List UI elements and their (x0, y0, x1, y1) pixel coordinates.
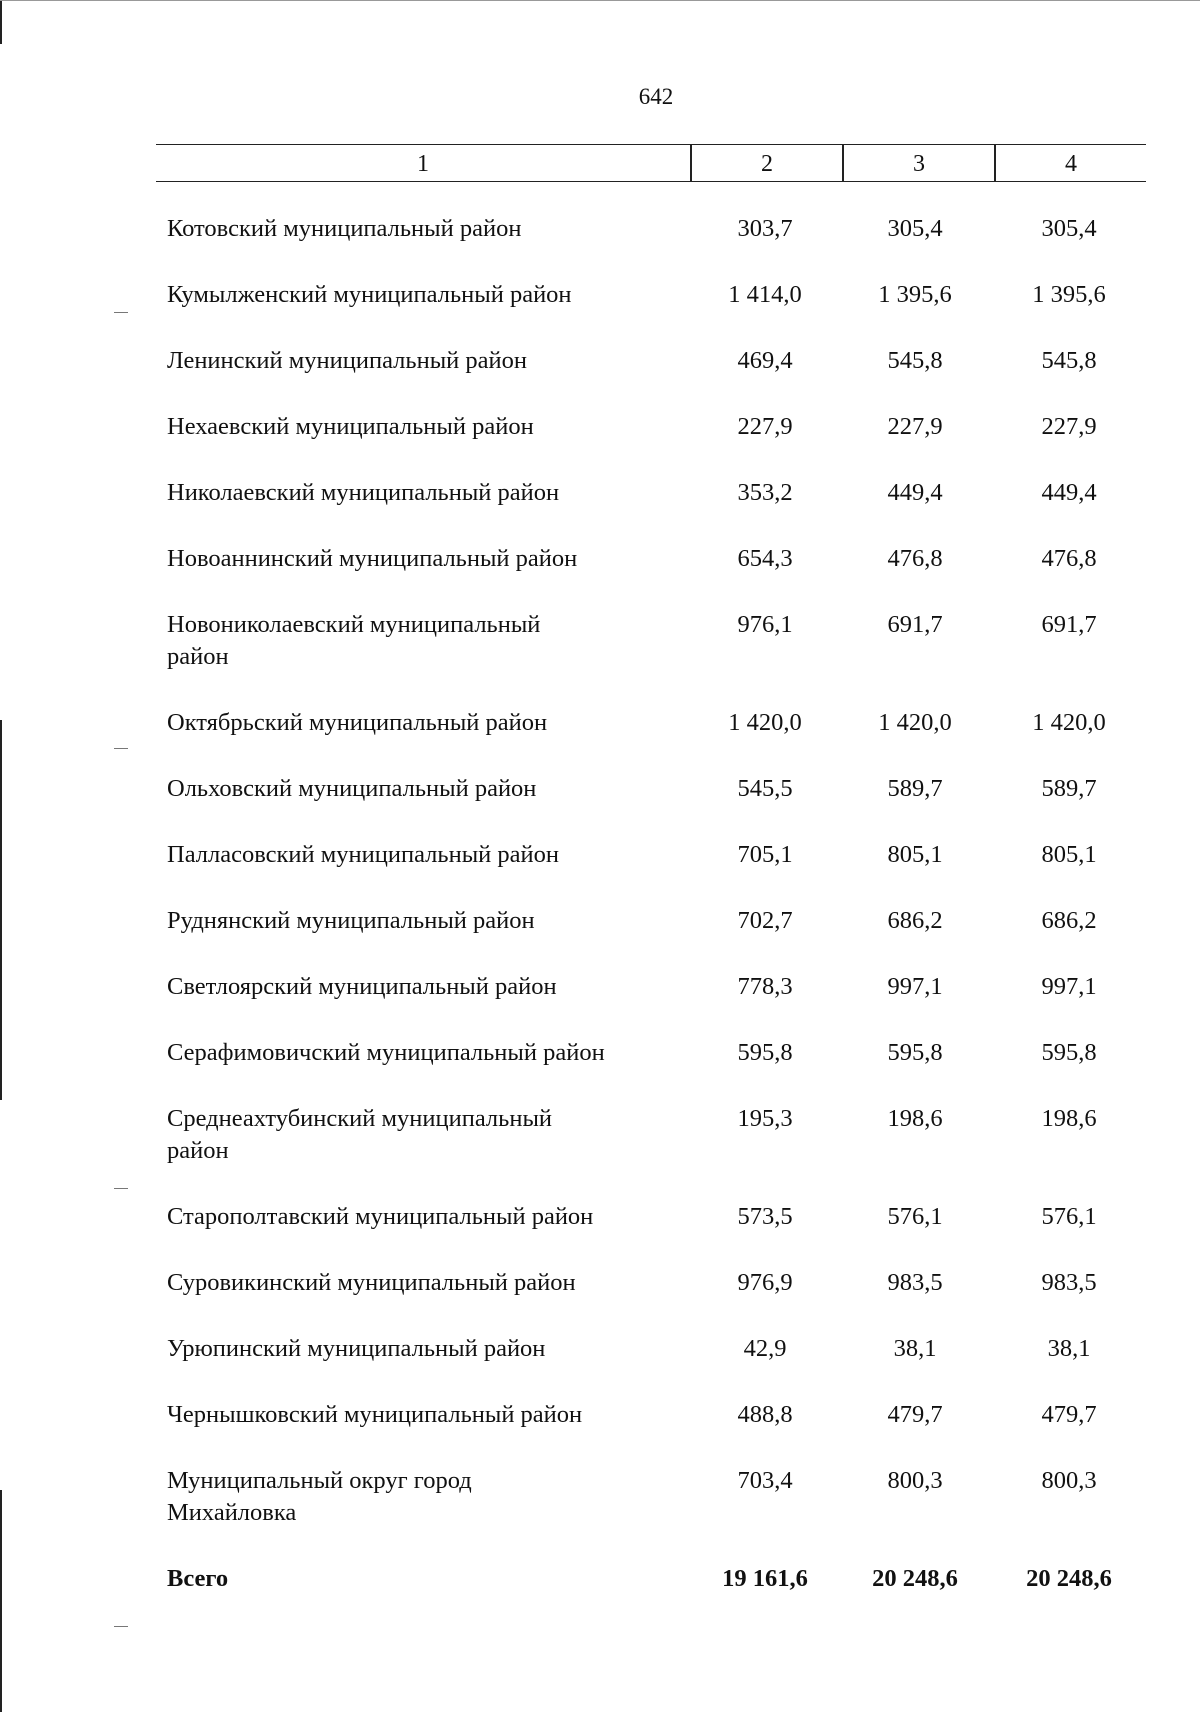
row-label-line: Октябрьский муниципальный район (167, 709, 548, 736)
row-label (167, 543, 687, 575)
value-col-2: 595,8 (737, 1039, 793, 1066)
row-label (167, 345, 687, 377)
value-col-2: 469,4 (737, 347, 793, 374)
row-label (167, 411, 687, 443)
value-col-2: 1 414,0 (728, 281, 802, 308)
value-col-3: 479,7 (887, 1401, 943, 1428)
value-col-3: 38,1 (893, 1335, 937, 1362)
value-col-3: 983,5 (887, 1269, 943, 1296)
value-col-4: 476,8 (1041, 545, 1097, 572)
row-label (167, 707, 687, 739)
row-label-line: Руднянский муниципальный район (167, 907, 535, 934)
value-col-2: 703,4 (737, 1467, 793, 1494)
value-col-2: 1 420,0 (728, 709, 802, 736)
value-col-4: 198,6 (1041, 1105, 1097, 1132)
row-label-line: Муниципальный округ город (167, 1467, 472, 1494)
value-col-4: 997,1 (1041, 973, 1097, 1000)
row-label (167, 477, 687, 509)
row-label (167, 1333, 687, 1365)
value-col-4: 479,7 (1041, 1401, 1097, 1428)
margin-tick (114, 748, 128, 749)
page-number: 642 (638, 84, 674, 109)
row-label (167, 1465, 687, 1529)
row-label-line: Всего (167, 1565, 229, 1592)
value-col-2: 227,9 (737, 413, 793, 440)
value-col-3: 589,7 (887, 775, 943, 802)
value-col-2: 488,8 (737, 1401, 793, 1428)
margin-tick (114, 312, 128, 313)
value-col-2: 976,9 (737, 1269, 793, 1296)
scan-edge-left-bottom (0, 1490, 2, 1712)
value-col-2: 702,7 (737, 907, 793, 934)
row-label-line: район (167, 643, 229, 670)
scan-edge-left (0, 0, 2, 44)
row-label-line: Урюпинский муниципальный район (167, 1335, 546, 1362)
row-label-line: Николаевский муниципальный район (167, 479, 560, 506)
row-label (167, 1563, 687, 1595)
row-label (167, 213, 687, 245)
value-col-2: 42,9 (743, 1335, 787, 1362)
row-label-line: Среднеахтубинский муниципальный (167, 1105, 553, 1132)
row-label (167, 1399, 687, 1431)
value-col-4: 595,8 (1041, 1039, 1097, 1066)
column-header-row (156, 144, 1146, 182)
row-label (167, 609, 687, 673)
value-col-2: 573,5 (737, 1203, 793, 1230)
value-col-4: 20 248,6 (1026, 1565, 1112, 1592)
row-label (167, 1037, 687, 1069)
value-col-4: 1 395,6 (1032, 281, 1106, 308)
value-col-2: 19 161,6 (722, 1565, 808, 1592)
value-col-3: 476,8 (887, 545, 943, 572)
value-col-4: 686,2 (1041, 907, 1097, 934)
value-col-2: 705,1 (737, 841, 793, 868)
value-col-2: 976,1 (737, 611, 793, 638)
value-col-3: 805,1 (887, 841, 943, 868)
margin-tick (114, 1626, 128, 1627)
value-col-3: 576,1 (887, 1203, 943, 1230)
value-col-2: 353,2 (737, 479, 793, 506)
value-col-4: 691,7 (1041, 611, 1097, 638)
row-label-line: Нехаевский муниципальный район (167, 413, 534, 440)
value-col-3: 595,8 (887, 1039, 943, 1066)
scan-edge-top (0, 0, 1200, 1)
row-label-line: Кумылженский муниципальный район (167, 281, 572, 308)
value-col-3: 800,3 (887, 1467, 943, 1494)
value-col-3: 1 420,0 (878, 709, 952, 736)
row-label-line: Палласовский муниципальный район (167, 841, 559, 868)
value-col-3: 1 395,6 (878, 281, 952, 308)
row-label (167, 971, 687, 1003)
value-col-2: 778,3 (737, 973, 793, 1000)
row-label (167, 1267, 687, 1299)
margin-tick (114, 1188, 128, 1189)
value-col-4: 805,1 (1041, 841, 1097, 868)
row-label-line: Суровикинский муниципальный район (167, 1269, 576, 1296)
row-label (167, 839, 687, 871)
value-col-3: 20 248,6 (872, 1565, 958, 1592)
column-header-1: 1 (417, 151, 429, 177)
row-label-line: Ленинский муниципальный район (167, 347, 527, 374)
value-col-4: 449,4 (1041, 479, 1097, 506)
value-col-3: 198,6 (887, 1105, 943, 1132)
value-col-2: 303,7 (737, 215, 793, 242)
row-label (167, 773, 687, 805)
value-col-2: 545,5 (737, 775, 793, 802)
value-col-4: 1 420,0 (1032, 709, 1106, 736)
row-label-line: район (167, 1137, 229, 1164)
row-label (167, 1103, 687, 1167)
column-header-3: 3 (913, 151, 925, 177)
column-header-2: 2 (761, 151, 773, 177)
value-col-4: 589,7 (1041, 775, 1097, 802)
row-label-line: Ольховский муниципальный район (167, 775, 537, 802)
row-label-line: Старополтавский муниципальный район (167, 1203, 594, 1230)
column-header-4: 4 (1065, 151, 1077, 177)
row-label-line: Новониколаевский муниципальный (167, 611, 541, 638)
value-col-4: 576,1 (1041, 1203, 1097, 1230)
value-col-3: 686,2 (887, 907, 943, 934)
row-label-line: Михайловка (167, 1499, 297, 1526)
value-col-3: 691,7 (887, 611, 943, 638)
value-col-4: 38,1 (1047, 1335, 1091, 1362)
value-col-4: 800,3 (1041, 1467, 1097, 1494)
row-label-line: Новоаннинский муниципальный район (167, 545, 578, 572)
row-label-line: Чернышковский муниципальный район (167, 1401, 583, 1428)
row-label (167, 905, 687, 937)
row-label-line: Светлоярский муниципальный район (167, 973, 557, 1000)
row-label (167, 1201, 687, 1233)
value-col-2: 195,3 (737, 1105, 793, 1132)
value-col-3: 449,4 (887, 479, 943, 506)
value-col-3: 545,8 (887, 347, 943, 374)
value-col-4: 305,4 (1041, 215, 1097, 242)
value-col-2: 654,3 (737, 545, 793, 572)
value-col-3: 227,9 (887, 413, 943, 440)
row-label (167, 279, 687, 311)
scan-edge-left-lower (0, 720, 2, 1100)
value-col-3: 997,1 (887, 973, 943, 1000)
value-col-4: 227,9 (1041, 413, 1097, 440)
value-col-4: 545,8 (1041, 347, 1097, 374)
row-label-line: Серафимовичский муниципальный район (167, 1039, 605, 1066)
value-col-3: 305,4 (887, 215, 943, 242)
value-col-4: 983,5 (1041, 1269, 1097, 1296)
row-label-line: Котовский муниципальный район (167, 215, 522, 242)
